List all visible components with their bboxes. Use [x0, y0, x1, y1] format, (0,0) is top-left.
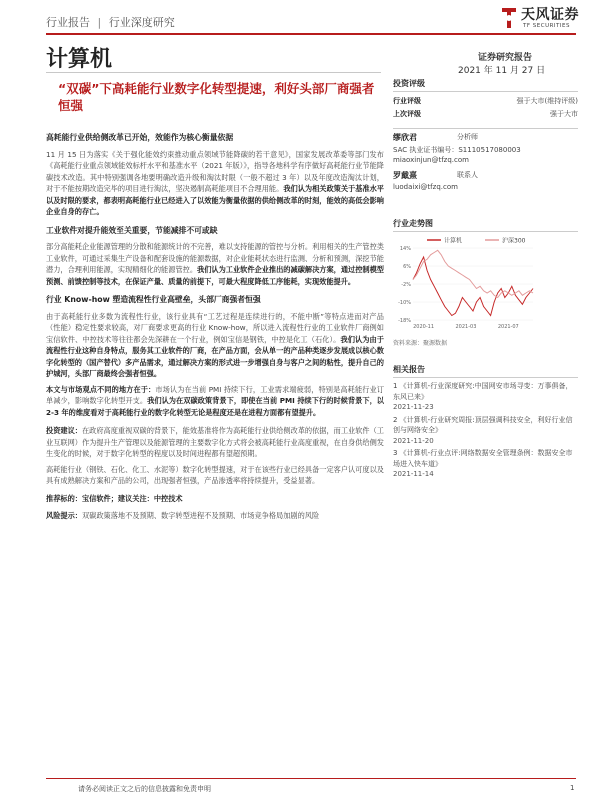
analyst-email[interactable]: luodaixi@tfzq.com	[393, 183, 458, 191]
section-heading: 高耗能行业供给侧改革已开始，效能作为核心衡量依据	[46, 133, 234, 142]
section-heading: 工业软件对提升能效至关重要，节能减排不可或缺	[46, 225, 218, 235]
category-separator: |	[97, 16, 102, 29]
section-paragraph: 部分高能耗企业能源管理的分散和能源统计的不完善，难以支持能源的管控与分析。利用相关的生产管控类工业软件，可通过采集生产设备和配套设施的能源数据，对企业能耗状态进行监测、分析和预测，深挖节能潜力，合理利用能源，实现精细化的能源管控。我们认为工业软件企业推出的减碳解决方案，通过控制模型预测、前馈控制等技术，在保证产量、质量的前提下，可最大程度降低工序能耗，实现效能提升。	[46, 242, 384, 286]
section-heading: 行业 Know-how 塑造流程性行业高壁垒，头部厂商强者恒强	[46, 295, 261, 304]
section-paragraph: 11 月 15 日为落实《关于强化能效约束推动重点领域节能降碳的若干意见》，国家发展改革委等部门发布《高耗能行业重点领域能效标杆水平和基准水平（2021 年版）》，指导各地科学有序做好高耗能行业节能降碳技术改造。其中特别强调各地要明确改造升级和淘汰时限（一般不超过 3 年）以及年度改造淘汰计划，对于不能按期改造完毕的项目进行淘汰，坚决遏制高耗能项目不合理用能。我们认为相关政策关于基准水平以及时限的要求，都表明高耗能行业已经进入了以效能为衡量依据的供给侧改革的时刻，能效的高低会影响企业自身的存亡。	[46, 149, 384, 216]
analyst-role: 分析师	[457, 133, 478, 141]
analyst-name: 缪欣君	[393, 133, 417, 142]
x-tick-label: 2021-07	[497, 324, 519, 330]
related-report[interactable]: 1 《计算机-行业深度研究:中国网安市场寻变：万事俱备，东风已来》 2021-11-23	[393, 382, 573, 411]
section-paragraph: 由于高耗能行业多数为流程性行业，该行业具有“工艺过程是连续进行的，不能中断”等特点进而对产品（性能）稳定性要求较高，对厂商要求更高的行业 Know-how，所以进入流程性行业的工业软件厂商例如宝信软件、中控技术等往往都会先深耕在一个行业，例如宝信是钢铁，中控是化工（石化）。我们认为由于流程性行业这种自身特点，服务其工业软件的厂商，在产品方面，会从单一的产品种类逐步发展成以核心数字化转型的（国产替代）多产品需求，通过解决方案的形式进一步增强自身与客户之间的粘性，提升自己的护城河，头部厂商最终会强者恒强。	[46, 311, 384, 378]
analyst-role: 联系人	[457, 171, 478, 179]
investment-advice: 投资建议：在政府高度重视双碳的背景下，能效基准将作为高耗能行业供给侧改革的依据，而工业软件（工业互联网）作为提升生产管理以及能源管理的主要数字化方式将会被高耗能行业高度重视，在自身供给侧发生变化的时候，对于数字化转型的程度以及时间进程都有望超预期。	[46, 426, 384, 458]
x-tick-label: 2020-11	[413, 324, 435, 330]
market-view-paragraph: 本文与市场观点不同的地方在于：市场认为在当前 PMI 持续下行，工业需求端疲弱，特别是高耗能行业订单减少，影响数字化转型开支。我们认为在双碳政策背景下，即使在当前 PMI 持续下行的时候背景下，以 2-3 年的维度看对于高耗能行业的数字化转型无论是程度还是在进程方面都有望提升。	[46, 384, 384, 417]
category-secondary: 行业深度研究	[108, 16, 175, 29]
legend-label: 计算机	[444, 237, 463, 245]
analyst-email[interactable]: miaoxinjun@tfzq.com	[393, 156, 469, 164]
y-tick-label: 6%	[403, 264, 411, 270]
investment-advice-cont: 高耗能行业（钢铁、石化、化工、水泥等）数字化转型提速，对于在该些行业已经具备一定客户认可度以及具有成熟解决方案和产品的公司，出现强者恒强，产品渗透率将持续提升，受益显著。	[46, 464, 384, 485]
tf-securities-logo	[499, 3, 579, 33]
rating-heading: 投资评级	[393, 78, 578, 92]
main-content	[46, 132, 384, 522]
y-tick-label: -18%	[398, 318, 411, 324]
report-date: 2021 年 11 月 27 日	[458, 66, 546, 76]
tf-logo-icon	[499, 4, 519, 32]
footer-disclaimer: 请务必阅读正文之后的信息披露和免责申明	[78, 785, 211, 793]
y-tick-label: -10%	[398, 300, 411, 306]
footer-divider	[46, 778, 576, 779]
header-divider	[46, 33, 576, 35]
trend-box	[393, 218, 578, 347]
related-list	[393, 381, 578, 480]
analyst-entry	[393, 170, 578, 191]
sector-title: 计算机	[46, 47, 113, 72]
title-divider	[46, 72, 381, 73]
series-line	[413, 250, 533, 297]
y-tick-label: -2%	[401, 282, 411, 288]
page-number: 1	[570, 784, 575, 792]
logo-text-cn: 天风证券	[521, 7, 579, 23]
x-tick-label: 2021-03	[455, 324, 477, 330]
risk-warning: 风险提示：双碳政策落地不及预期、数字转型进程不及预期、市场竞争格局加剧的风险	[46, 511, 320, 520]
analyst-entry	[393, 128, 578, 164]
related-report[interactable]: 3 《计算机-行业点评:网络数据安全管理条例：数据安全市场进入快车道》 2021-11-14	[393, 449, 573, 478]
rating-row: 行业评级 强于大市(维持评级)	[393, 97, 578, 105]
analyst-box	[393, 128, 578, 191]
report-title: “双碳”下高耗能行业数字化转型提速，利好头部厂商强者恒强	[58, 81, 375, 113]
rating-box	[393, 78, 578, 119]
legend-label: 沪深300	[502, 237, 526, 245]
logo-text-en: TF SECURITIES	[523, 23, 570, 29]
category-primary: 行业报告	[46, 16, 90, 29]
trend-heading: 行业走势图	[393, 218, 578, 232]
chart-source: 资料来源：聚源数据	[393, 340, 448, 347]
industry-trend-chart	[393, 234, 578, 334]
related-heading: 相关报告	[393, 364, 578, 378]
report-category	[46, 14, 175, 30]
related-box	[393, 364, 578, 482]
rating-row: 上次评级 强于大市	[393, 110, 578, 118]
analyst-cert: SAC 执业证书编号：S1110517080003	[393, 146, 521, 154]
report-type: 证券研究报告	[478, 53, 533, 63]
analyst-name: 罗戴熹	[393, 171, 417, 180]
y-tick-label: 14%	[399, 246, 411, 252]
recommendation: 推荐标的：宝信软件；建议关注：中控技术	[46, 493, 183, 503]
related-report[interactable]: 2 《计算机-行业研究周报:顶层强调科技安全，利好行业信创与网络安全》 2021-11-20	[393, 415, 573, 445]
